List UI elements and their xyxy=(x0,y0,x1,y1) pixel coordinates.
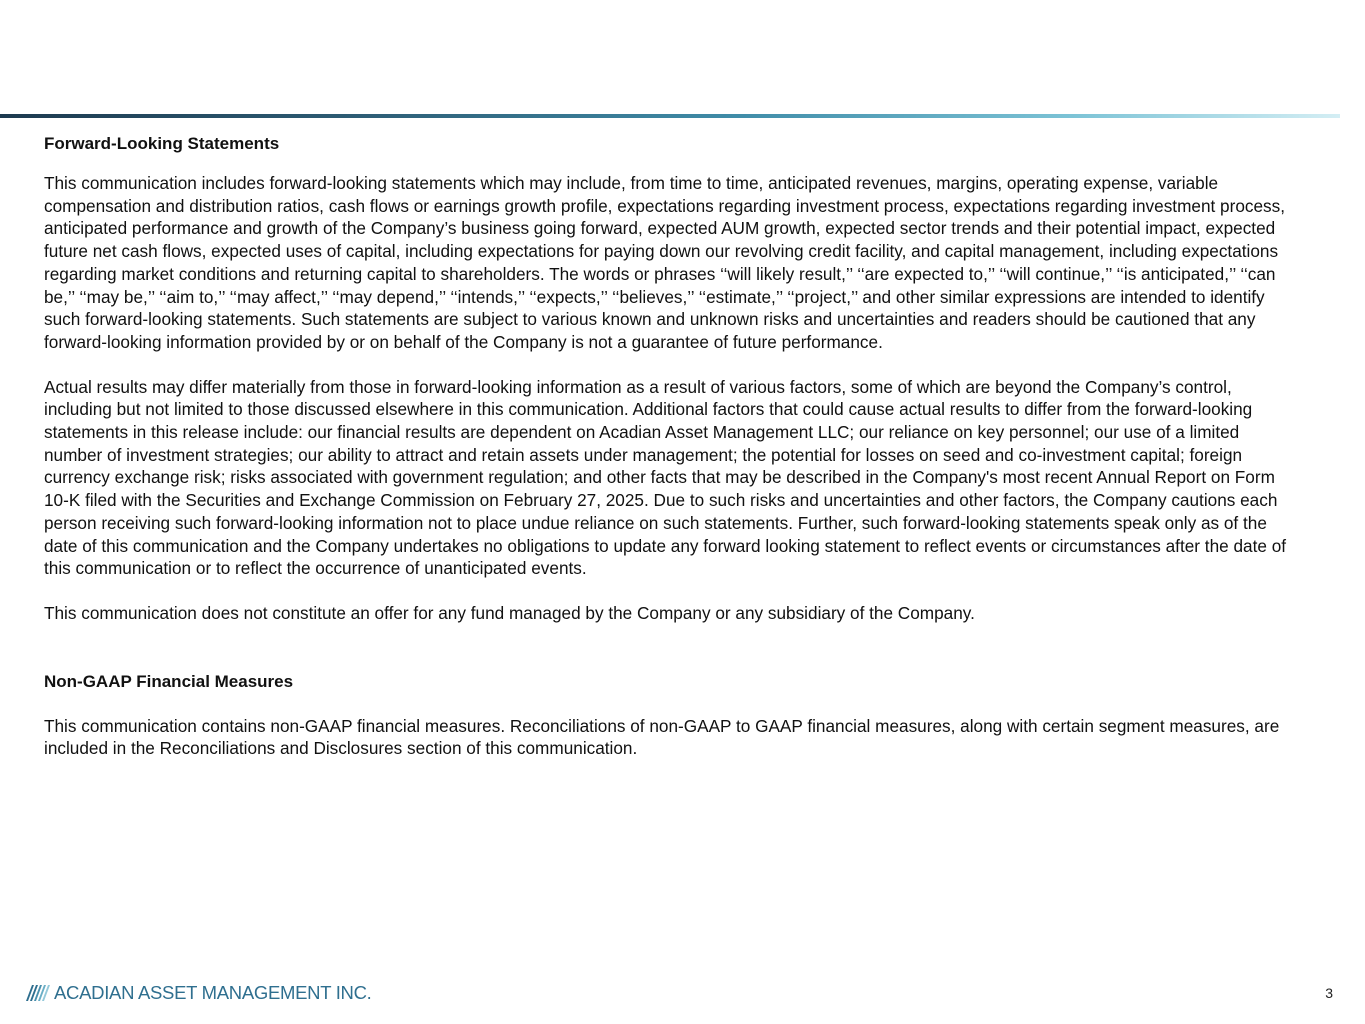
company-logo xyxy=(26,982,372,1004)
header-divider xyxy=(0,114,1340,118)
forward-looking-paragraph-3: This communication does not constitute an offer for any fund managed by the Company or any subsidiary of the Company. xyxy=(44,602,975,623)
forward-looking-paragraph-2: Actual results may differ materially from those in forward-looking information as a result of various factors, some of which are beyond the Company’s control, including but not limited to those discussed elsewhere in this communication. Additional factors that could cause actual results to differ from the forward-looking statements in this release include: our financial results are dependent on Acadian Asset Management LLC; our reliance on key personnel; our use of a limited number of investment strategies; our ability to attract and retain assets under management; the potential for losses on seed and co-investment capital; foreign currency exchange risk; risks associated with government regulation; and other facts that may be described in the Company's most recent Annual Report on Form 10-K filed with the Securities and Exchange Commission on February 27, 2025. Due to such risks and uncertainties and other factors, the Company cautions each person receiving such forward-looking information not to place undue reliance on such statements. Further, such forward-looking statements speak only as of the date of this communication and the Company undertakes no obligations to update any forward looking statement to reflect events or circumstances after the date of this communication or to reflect the occurrence of unanticipated events. xyxy=(44,376,1287,579)
forward-looking-heading: Forward-Looking Statements xyxy=(44,134,280,153)
forward-looking-paragraph-1: This communication includes forward-looking statements which may include, from time to time, anticipated revenues, margins, operating expense, variable compensation and distribution ratios, cash flows or earnings growth profile, expectations regarding investment process, expectations regarding investment process, anticipated performance and growth of the Company’s business going forward, expected AUM growth, expected sector trends and their potential impact, expected future net cash flows, expected uses of capital, including expectations for paying down our revolving credit facility, and capital management, including expectations regarding market conditions and returning capital to shareholders. The words or phrases ‘‘will likely result,’’ ‘‘are expected to,’’ ‘‘will continue,’’ ‘‘is anticipated,’’ ‘‘can be,’’ ‘‘may be,’’ ‘‘aim to,’’ ‘‘may affect,’’ ‘‘may depend,’’ ‘‘intends,’’ ‘‘expects,’’ ‘‘believes,’’ ‘‘estimate,’’ ‘‘project,’’ and other similar expressions are intended to identify such forward-looking statements. Such statements are subject to various known and unknown risks and uncertainties and readers should be cautioned that any forward-looking information provided by or on behalf of the Company is not a guarantee of future performance. xyxy=(44,173,1286,352)
logo-text: ACADIAN ASSET MANAGEMENT INC. xyxy=(54,982,372,1003)
non-gaap-paragraph: This communication contains non-GAAP financial measures. Reconciliations of non-GAAP to GAAP financial measures, along with certain segment measures, are included in the Reconciliations and Disclosures section of this communication. xyxy=(44,715,1280,759)
page-number: 3 xyxy=(1325,985,1333,1001)
acadian-logo-icon xyxy=(26,985,50,1001)
non-gaap-heading: Non-GAAP Financial Measures xyxy=(44,671,294,691)
page-content xyxy=(44,132,1289,760)
